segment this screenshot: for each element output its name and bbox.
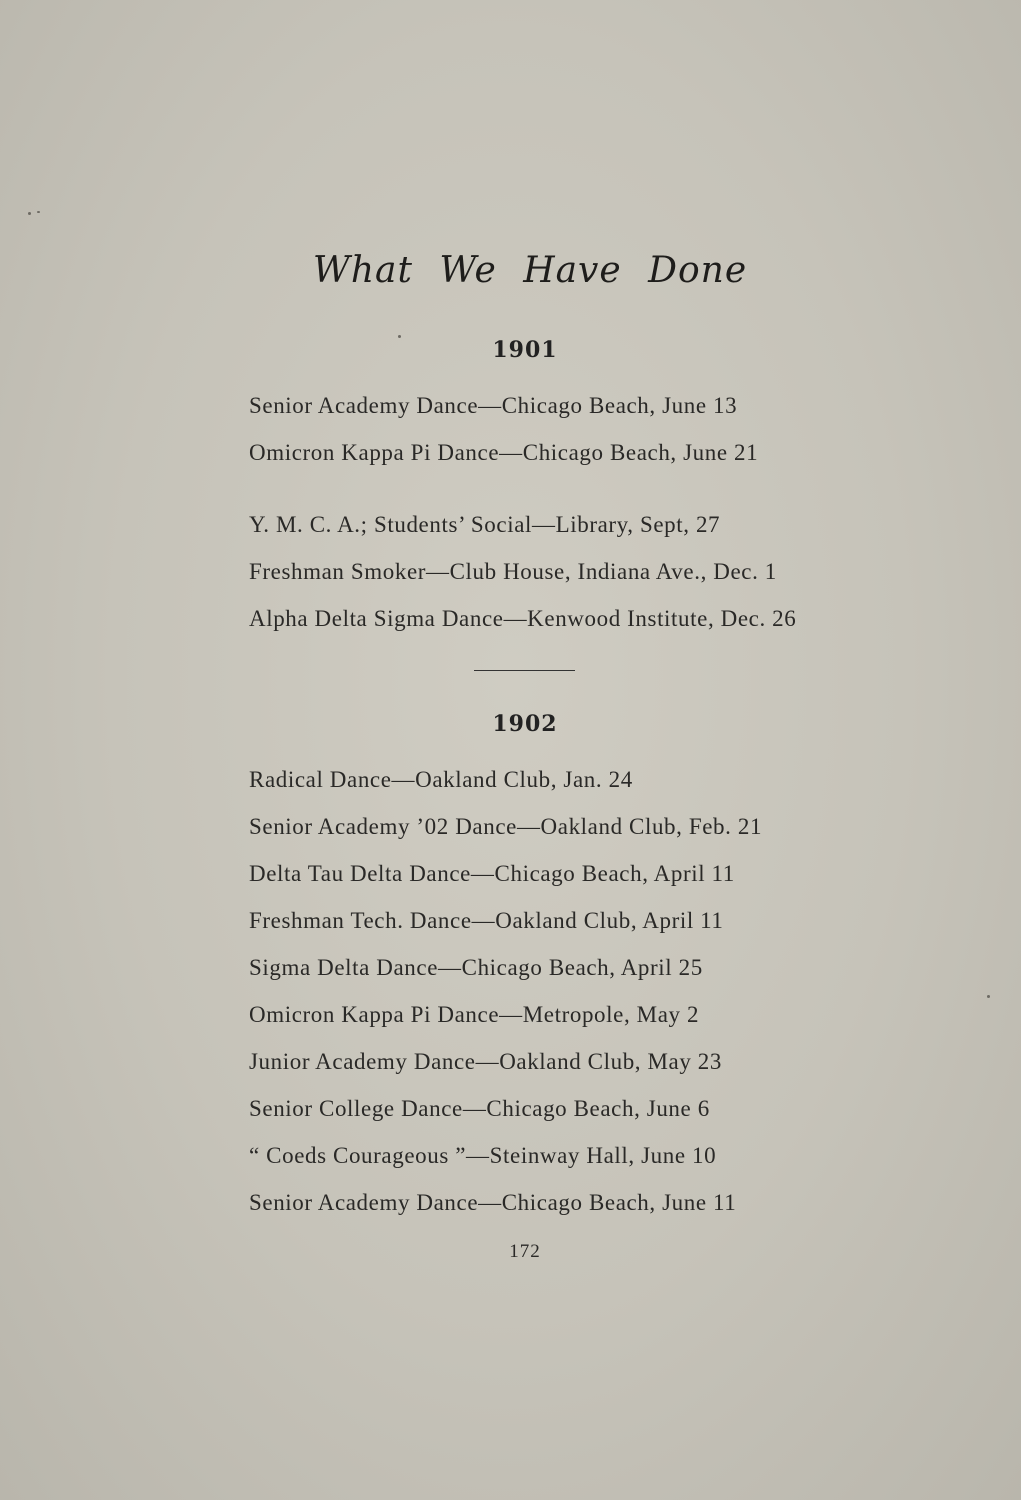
page-title: What We Have Done (312, 250, 748, 291)
section-divider (474, 670, 575, 671)
paper-speck (28, 212, 31, 215)
event-entry: Senior Academy Dance—Chicago Beach, June 13 (249, 393, 738, 418)
event-entry: Senior College Dance—Chicago Beach, June 6 (249, 1096, 710, 1121)
event-entry: “ Coeds Courageous ”—Steinway Hall, June 10 (249, 1143, 717, 1168)
event-entry: Delta Tau Delta Dance—Chicago Beach, April 11 (249, 861, 735, 886)
event-entry: Freshman Smoker—Club House, Indiana Ave., Dec. 1 (249, 559, 777, 584)
event-entry: Alpha Delta Sigma Dance—Kenwood Institute, Dec. 26 (249, 606, 797, 631)
event-entry: Omicron Kappa Pi Dance—Metropole, May 2 (249, 1002, 700, 1027)
event-entry: Senior Academy ’02 Dance—Oakland Club, Feb. 21 (249, 814, 763, 839)
year-heading-1901: 1901 (492, 337, 558, 363)
paper-speck (987, 995, 990, 998)
event-entry: Radical Dance—Oakland Club, Jan. 24 (249, 767, 633, 792)
event-entry: Freshman Tech. Dance—Oakland Club, April 11 (249, 908, 724, 933)
year-heading-1902: 1902 (492, 711, 558, 737)
event-entry: Junior Academy Dance—Oakland Club, May 23 (249, 1049, 722, 1074)
page-number: 172 (509, 1241, 541, 1262)
paper-speck (37, 211, 40, 213)
event-entry: Omicron Kappa Pi Dance—Chicago Beach, June 21 (249, 440, 759, 465)
event-entry: Senior Academy Dance—Chicago Beach, June 11 (249, 1190, 737, 1215)
event-entry: Y. M. C. A.; Students’ Social—Library, Sept, 27 (249, 512, 721, 537)
event-entry: Sigma Delta Dance—Chicago Beach, April 25 (249, 955, 703, 980)
